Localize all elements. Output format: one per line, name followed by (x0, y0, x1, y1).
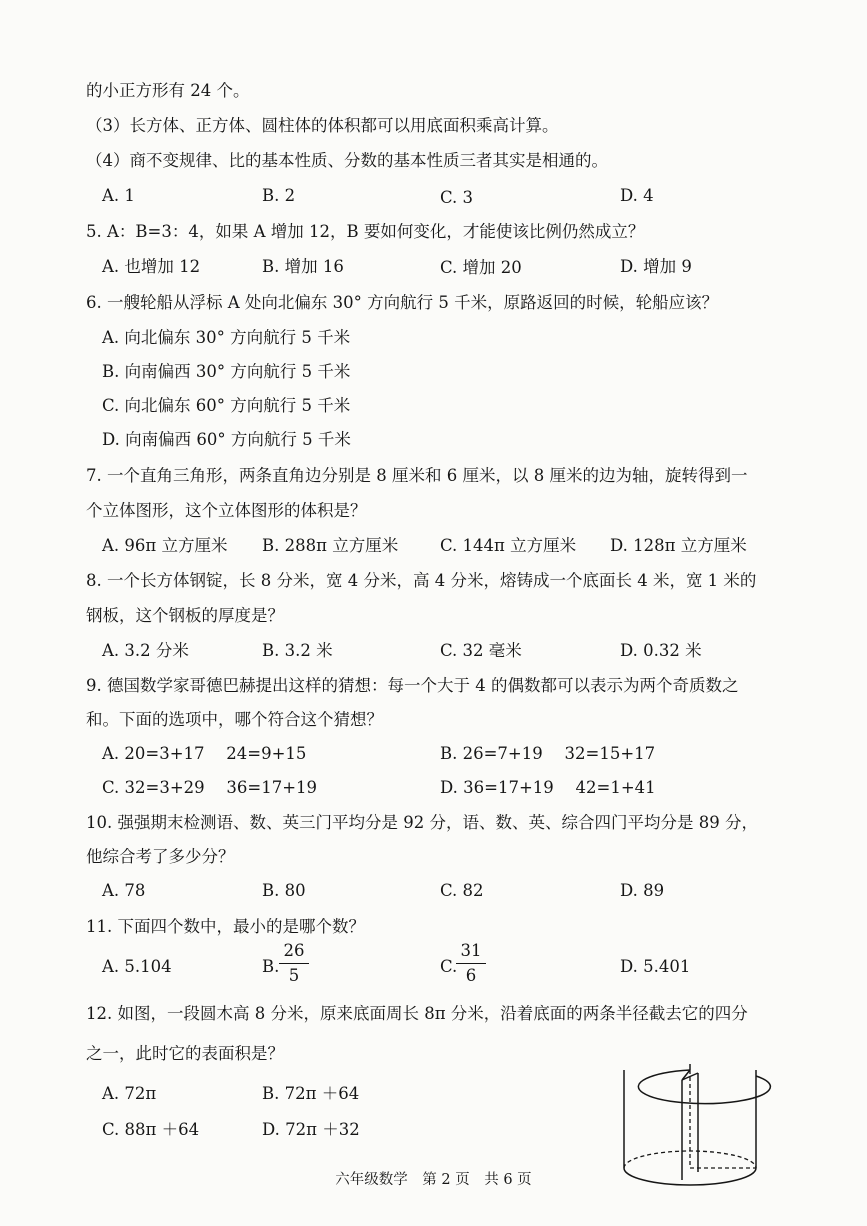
q6-option-b: B. 向南偏西 30° 方向航行 5 千米 (102, 362, 351, 381)
q11-option-a: A. 5.104 (102, 957, 172, 976)
q4-option-d: D. 4 (620, 186, 654, 205)
q10-option-b: B. 80 (262, 881, 306, 900)
q6-option-c: C. 向北偏东 60° 方向航行 5 千米 (102, 396, 351, 415)
q9-option-b: B. 26=7+19 32=15+17 (440, 744, 656, 763)
q7-stem-line2: 个立体图形，这个立体图形的体积是？ (86, 501, 367, 520)
q5-option-a: A. 也增加 12 (102, 257, 201, 276)
q11-option-b-fraction (279, 941, 309, 986)
statement-4: （4）商不变规律、比的基本性质、分数的基本性质三者其实是相通的。 (86, 151, 608, 170)
page-footer: 六年级数学 第 2 页 共 6 页 (335, 1172, 532, 1188)
q12-option-d: D. 72π ＋32 (262, 1120, 360, 1139)
q8-stem-line1: 8. 一个长方体钢锭，长 8 分米，宽 4 分米，高 4 分米，熔铸成一个底面长 4 米，宽 1 米的 (86, 571, 757, 590)
q11-option-d: D. 5.401 (620, 957, 691, 976)
q9-stem-line1: 9. 德国数学家哥德巴赫提出这样的猜想：每一个大于 4 的偶数都可以表示为两个奇质数之 (86, 676, 739, 695)
q7-option-c: C. 144π 立方厘米 (440, 536, 577, 555)
q12-option-c: C. 88π ＋64 (102, 1120, 200, 1139)
q10-option-a: A. 78 (102, 881, 146, 900)
q12-stem-line1: 12. 如图，一段圆木高 8 分米，原来底面周长 8π 分米，沿着底面的两条半径截去它的四分 (86, 1004, 748, 1023)
fraction-numerator: 26 (283, 941, 305, 960)
q7-option-d: D. 128π 立方厘米 (610, 536, 747, 555)
q7-stem-line1: 7. 一个直角三角形，两条直角边分别是 8 厘米和 6 厘米，以 8 厘米的边为轴，旋转得到一 (86, 466, 748, 485)
fraction-denominator: 5 (288, 966, 300, 985)
q9-option-d: D. 36=17+19 42=1+41 (440, 778, 656, 797)
q5-option-d: D. 增加 9 (620, 257, 692, 276)
continued-text: 的小正方形有 24 个。 (86, 81, 250, 100)
q12-stem-line2: 之一，此时它的表面积是？ (86, 1044, 284, 1063)
q8-option-b: B. 3.2 米 (262, 641, 333, 660)
fraction-bar (456, 963, 486, 964)
q11-stem: 11. 下面四个数中，最小的是哪个数？ (86, 917, 365, 936)
fraction-bar (279, 963, 309, 964)
q9-option-c: C. 32=3+29 36=17+19 (102, 778, 318, 797)
q8-option-c: C. 32 毫米 (440, 641, 522, 660)
q5-option-b: B. 增加 16 (262, 257, 344, 276)
q6-option-a: A. 向北偏东 30° 方向航行 5 千米 (102, 328, 351, 347)
fraction-denominator: 6 (465, 966, 477, 985)
q4-option-b: B. 2 (262, 186, 296, 205)
q11-option-c-letter: C. (440, 957, 458, 976)
q8-option-a: A. 3.2 分米 (102, 641, 189, 660)
q5-option-c: C. 增加 20 (440, 258, 522, 277)
q7-option-a: A. 96π 立方厘米 (102, 536, 228, 555)
q6-option-d: D. 向南偏西 60° 方向航行 5 千米 (102, 430, 351, 449)
q11-option-b-letter: B. (262, 957, 280, 976)
q6-stem: 6. 一艘轮船从浮标 A 处向北偏东 30° 方向航行 5 千米，原路返回的时候，轮船应该？ (86, 293, 719, 312)
q10-option-d: D. 89 (620, 881, 665, 900)
q10-stem-line1: 10. 强强期末检测语、数、英三门平均分是 92 分，语、数、英、综合四门平均分是 89 分， (86, 813, 758, 832)
fraction-numerator: 31 (460, 941, 482, 960)
q9-option-a: A. 20=3+17 24=9+15 (102, 744, 307, 763)
q10-stem-line2: 他综合考了多少分？ (86, 847, 235, 866)
q4-option-a: A. 1 (102, 186, 135, 205)
q11-option-c-fraction (456, 941, 486, 986)
q8-option-d: D. 0.32 米 (620, 641, 702, 660)
q8-stem-line2: 钢板，这个钢板的厚度是？ (86, 606, 284, 625)
q5-stem: 5. A：B=3：4，如果 A 增加 12，B 要如何变化，才能使该比例仍然成立？ (86, 222, 645, 241)
q12-option-b: B. 72π ＋64 (262, 1084, 360, 1103)
q9-stem-line2: 和。下面的选项中，哪个符合这个猜想？ (86, 710, 383, 729)
statement-3: （3）长方体、正方体、圆柱体的体积都可以用底面积乘高计算。 (86, 116, 559, 135)
q12-option-a: A. 72π (102, 1084, 157, 1103)
q10-option-c: C. 82 (440, 881, 484, 900)
q4-option-c: C. 3 (440, 188, 474, 207)
q7-option-b: B. 288π 立方厘米 (262, 536, 399, 555)
